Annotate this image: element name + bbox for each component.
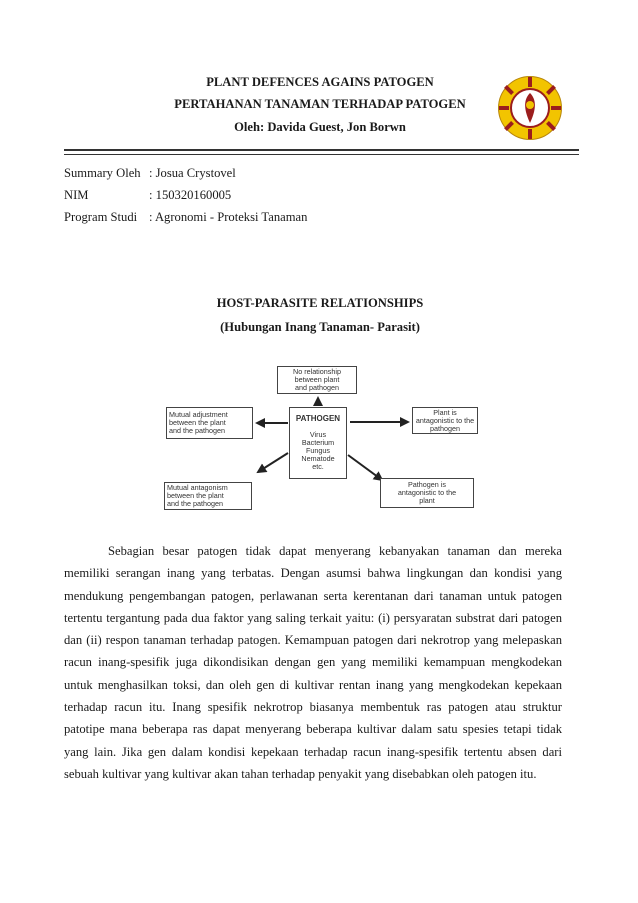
- arrow-to-bottom-left: [258, 453, 288, 472]
- header-divider-thin: [64, 154, 579, 155]
- pathogen-types: Virus Bacterium Fungus Nematode etc.: [301, 430, 335, 471]
- meta-value: : Agronomi - Proteksi Tanaman: [149, 210, 308, 224]
- meta-label: Program Studi: [64, 210, 138, 224]
- pathogen-title: PATHOGEN: [295, 414, 341, 423]
- meta-value: : Josua Crystovel: [149, 166, 236, 180]
- diagram-box-no-relationship: No relationship between plant and pathogen: [277, 366, 357, 394]
- diagram-box-mutual-antagonism: Mutual antagonism between the plant and the pathogen: [164, 482, 252, 510]
- meta-label: NIM: [64, 188, 89, 202]
- section-heading: HOST-PARASITE RELATIONSHIPS: [216, 296, 424, 310]
- diagram-box-plant-antagonistic: Plant is antagonistic to the pathogen: [412, 407, 478, 434]
- diagram-box-pathogen-antagonistic: Pathogen is antagonistic to the plant: [380, 478, 474, 508]
- document-title-translation: PERTAHANAN TANAMAN TERHADAP PATOGEN: [174, 97, 466, 111]
- meta-value: : 150320160005: [149, 188, 232, 202]
- university-crest-logo: [497, 75, 563, 141]
- meta-label: Summary Oleh: [64, 166, 141, 180]
- arrow-to-bottom-right: [348, 455, 382, 480]
- body-paragraph: Sebagian besar patogen tidak dapat menyerang kebanyakan tanaman dan mereka memiliki serangan inang yang terbatas. Dengan asumsi bahwa lingkungan dan kondisi yang mendukung pengembangan patogen, perlawanan serta kerentanan dari tanaman untuk patogen tertentu tergantung pada dua faktor yang saling terkait yaitu: (i) persyaratan substrat dari patogen dan (ii) respon tanaman terhadap patogen. Kemampuan patogen dari nekrotrop yang melepaskan racun inang-spesifik juga dikondisikan dengan gen yang memiliki kemampuan mengkodekan untuk menghasilkan toksi, dan oleh gen di kultivar rentan inang yang mengkodekan kepekaan terhadap racun itu. Inang spesifik nekrotrop biasanya membentuk ras patogen atau struktur patotipe mana beberapa ras dapat menyerang beberapa kultivar dalam satu spesies tetapi tidak yang lain. Jika gen dalam kondisi kepekaan terhadap racun inang-spesifik tertentu absen dari sebuah kultivar yang kultivar akan tahan terhadap penyakit yang disebabkan oleh patogen itu.: [64, 544, 562, 781]
- document-authors: Oleh: Davida Guest, Jon Borwn: [234, 120, 406, 134]
- header-divider-thick: [64, 149, 579, 151]
- document-title: PLANT DEFENCES AGAINS PATOGEN: [206, 75, 434, 89]
- diagram-box-pathogen: [289, 407, 347, 479]
- diagram-box-mutual-adjustment: Mutual adjustment between the plant and the pathogen: [166, 407, 253, 439]
- host-parasite-diagram: [160, 360, 480, 516]
- section-subheading: (Hubungan Inang Tanaman- Parasit): [220, 320, 420, 334]
- body-text: [64, 540, 562, 785]
